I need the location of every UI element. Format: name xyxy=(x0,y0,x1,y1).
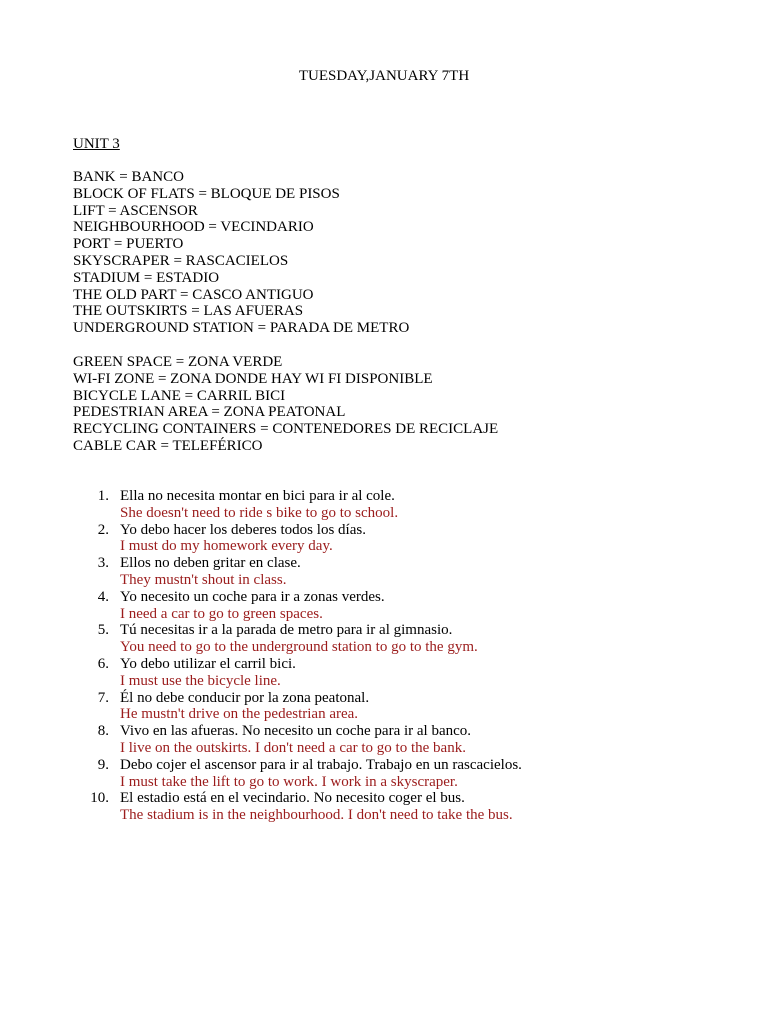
exercise-number: 5. xyxy=(97,622,109,639)
exercise-spanish-sentence: Ellos no deben gritar en clase. xyxy=(120,555,301,572)
exercise-english-answer: The stadium is in the neighbourhood. I don't need to take the bus. xyxy=(120,807,513,824)
exercise-number: 6. xyxy=(97,655,109,672)
exercise-spanish-sentence: Ella no necesita montar en bici para ir al cole. xyxy=(120,488,395,504)
exercise-number: 7. xyxy=(97,689,109,706)
vocab-item: CABLE CAR = TELEFÉRICO xyxy=(73,437,263,454)
page-date-heading: TUESDAY,JANUARY 7TH xyxy=(298,68,470,84)
vocab-item: WI-FI ZONE = ZONA DONDE HAY WI FI DISPONIBLE xyxy=(73,370,433,387)
vocab-item: BANK = BANCO xyxy=(73,169,184,185)
exercise-spanish-sentence: Tú necesitas ir a la parada de metro para ir al gimnasio. xyxy=(120,622,453,639)
exercise-number: 9. xyxy=(97,756,109,773)
exercise-spanish-sentence: Debo cojer el ascensor para ir al trabajo. Trabajo en un rascacielos. xyxy=(120,756,522,773)
vocab-item: PORT = PUERTO xyxy=(73,236,184,253)
exercise-number: 2. xyxy=(97,521,109,538)
vocab-item: BLOCK OF FLATS = BLOQUE DE PISOS xyxy=(73,185,340,202)
vocabulary-list-places xyxy=(73,169,409,337)
exercise-english-answer: I live on the outskirts. I don't need a car to go to the bank. xyxy=(120,739,466,756)
exercise-spanish-sentence: Él no debe conducir por la zona peatonal. xyxy=(120,689,370,706)
vocab-item: PEDESTRIAN AREA = ZONA PEATONAL xyxy=(73,404,346,421)
vocab-item: BICYCLE LANE = CARRIL BICI xyxy=(73,387,286,404)
exercise-spanish-sentence: Yo necesito un coche para ir a zonas verdes. xyxy=(120,588,385,605)
exercise-number: 4. xyxy=(97,588,109,605)
exercise-spanish-sentence: Yo debo utilizar el carril bici. xyxy=(120,655,296,672)
vocab-item: THE OLD PART = CASCO ANTIGUO xyxy=(73,286,314,303)
vocab-item: RECYCLING CONTAINERS = CONTENEDORES DE RECICLAJE xyxy=(73,421,499,438)
vocab-item: NEIGHBOURHOOD = VECINDARIO xyxy=(73,219,314,236)
vocab-item: UNDERGROUND STATION = PARADA DE METRO xyxy=(73,320,410,337)
vocab-item: SKYSCRAPER = RASCACIELOS xyxy=(73,252,289,269)
vocabulary-list-city-features xyxy=(73,354,498,455)
exercise-number: 8. xyxy=(97,723,109,740)
vocab-item: GREEN SPACE = ZONA VERDE xyxy=(73,354,283,370)
exercise-number: 10. xyxy=(90,790,109,807)
exercise-english-answer: I must take the lift to go to work. I work in a skyscraper. xyxy=(120,773,458,790)
vocab-item: THE OUTSKIRTS = LAS AFUERAS xyxy=(73,303,304,320)
exercise-number: 1. xyxy=(97,488,109,504)
exercise-spanish-sentence: Yo debo hacer los deberes todos los días. xyxy=(120,521,366,538)
unit-title: UNIT 3 xyxy=(73,136,120,152)
exercise-spanish-sentence: El estadio está en el vecindario. No necesito coger el bus. xyxy=(120,790,465,807)
exercise-number: 3. xyxy=(97,555,109,572)
exercise-english-answer: I must do my homework every day. xyxy=(120,538,333,555)
exercise-english-answer: They mustn't shout in class. xyxy=(120,571,287,588)
exercise-english-answer: He mustn't drive on the pedestrian area. xyxy=(120,706,359,723)
vocab-item: LIFT = ASCENSOR xyxy=(73,202,198,219)
exercise-spanish-sentence: Vivo en las afueras. No necesito un coche para ir al banco. xyxy=(120,723,472,740)
exercise-english-answer: She doesn't need to ride s bike to go to school. xyxy=(120,504,399,521)
exercise-english-answer: You need to go to the underground station to go to the gym. xyxy=(120,639,478,656)
vocab-item: STADIUM = ESTADIO xyxy=(73,269,220,286)
exercise-english-answer: I must use the bicycle line. xyxy=(120,672,281,689)
exercise-english-answer: I need a car to go to green spaces. xyxy=(120,605,323,622)
